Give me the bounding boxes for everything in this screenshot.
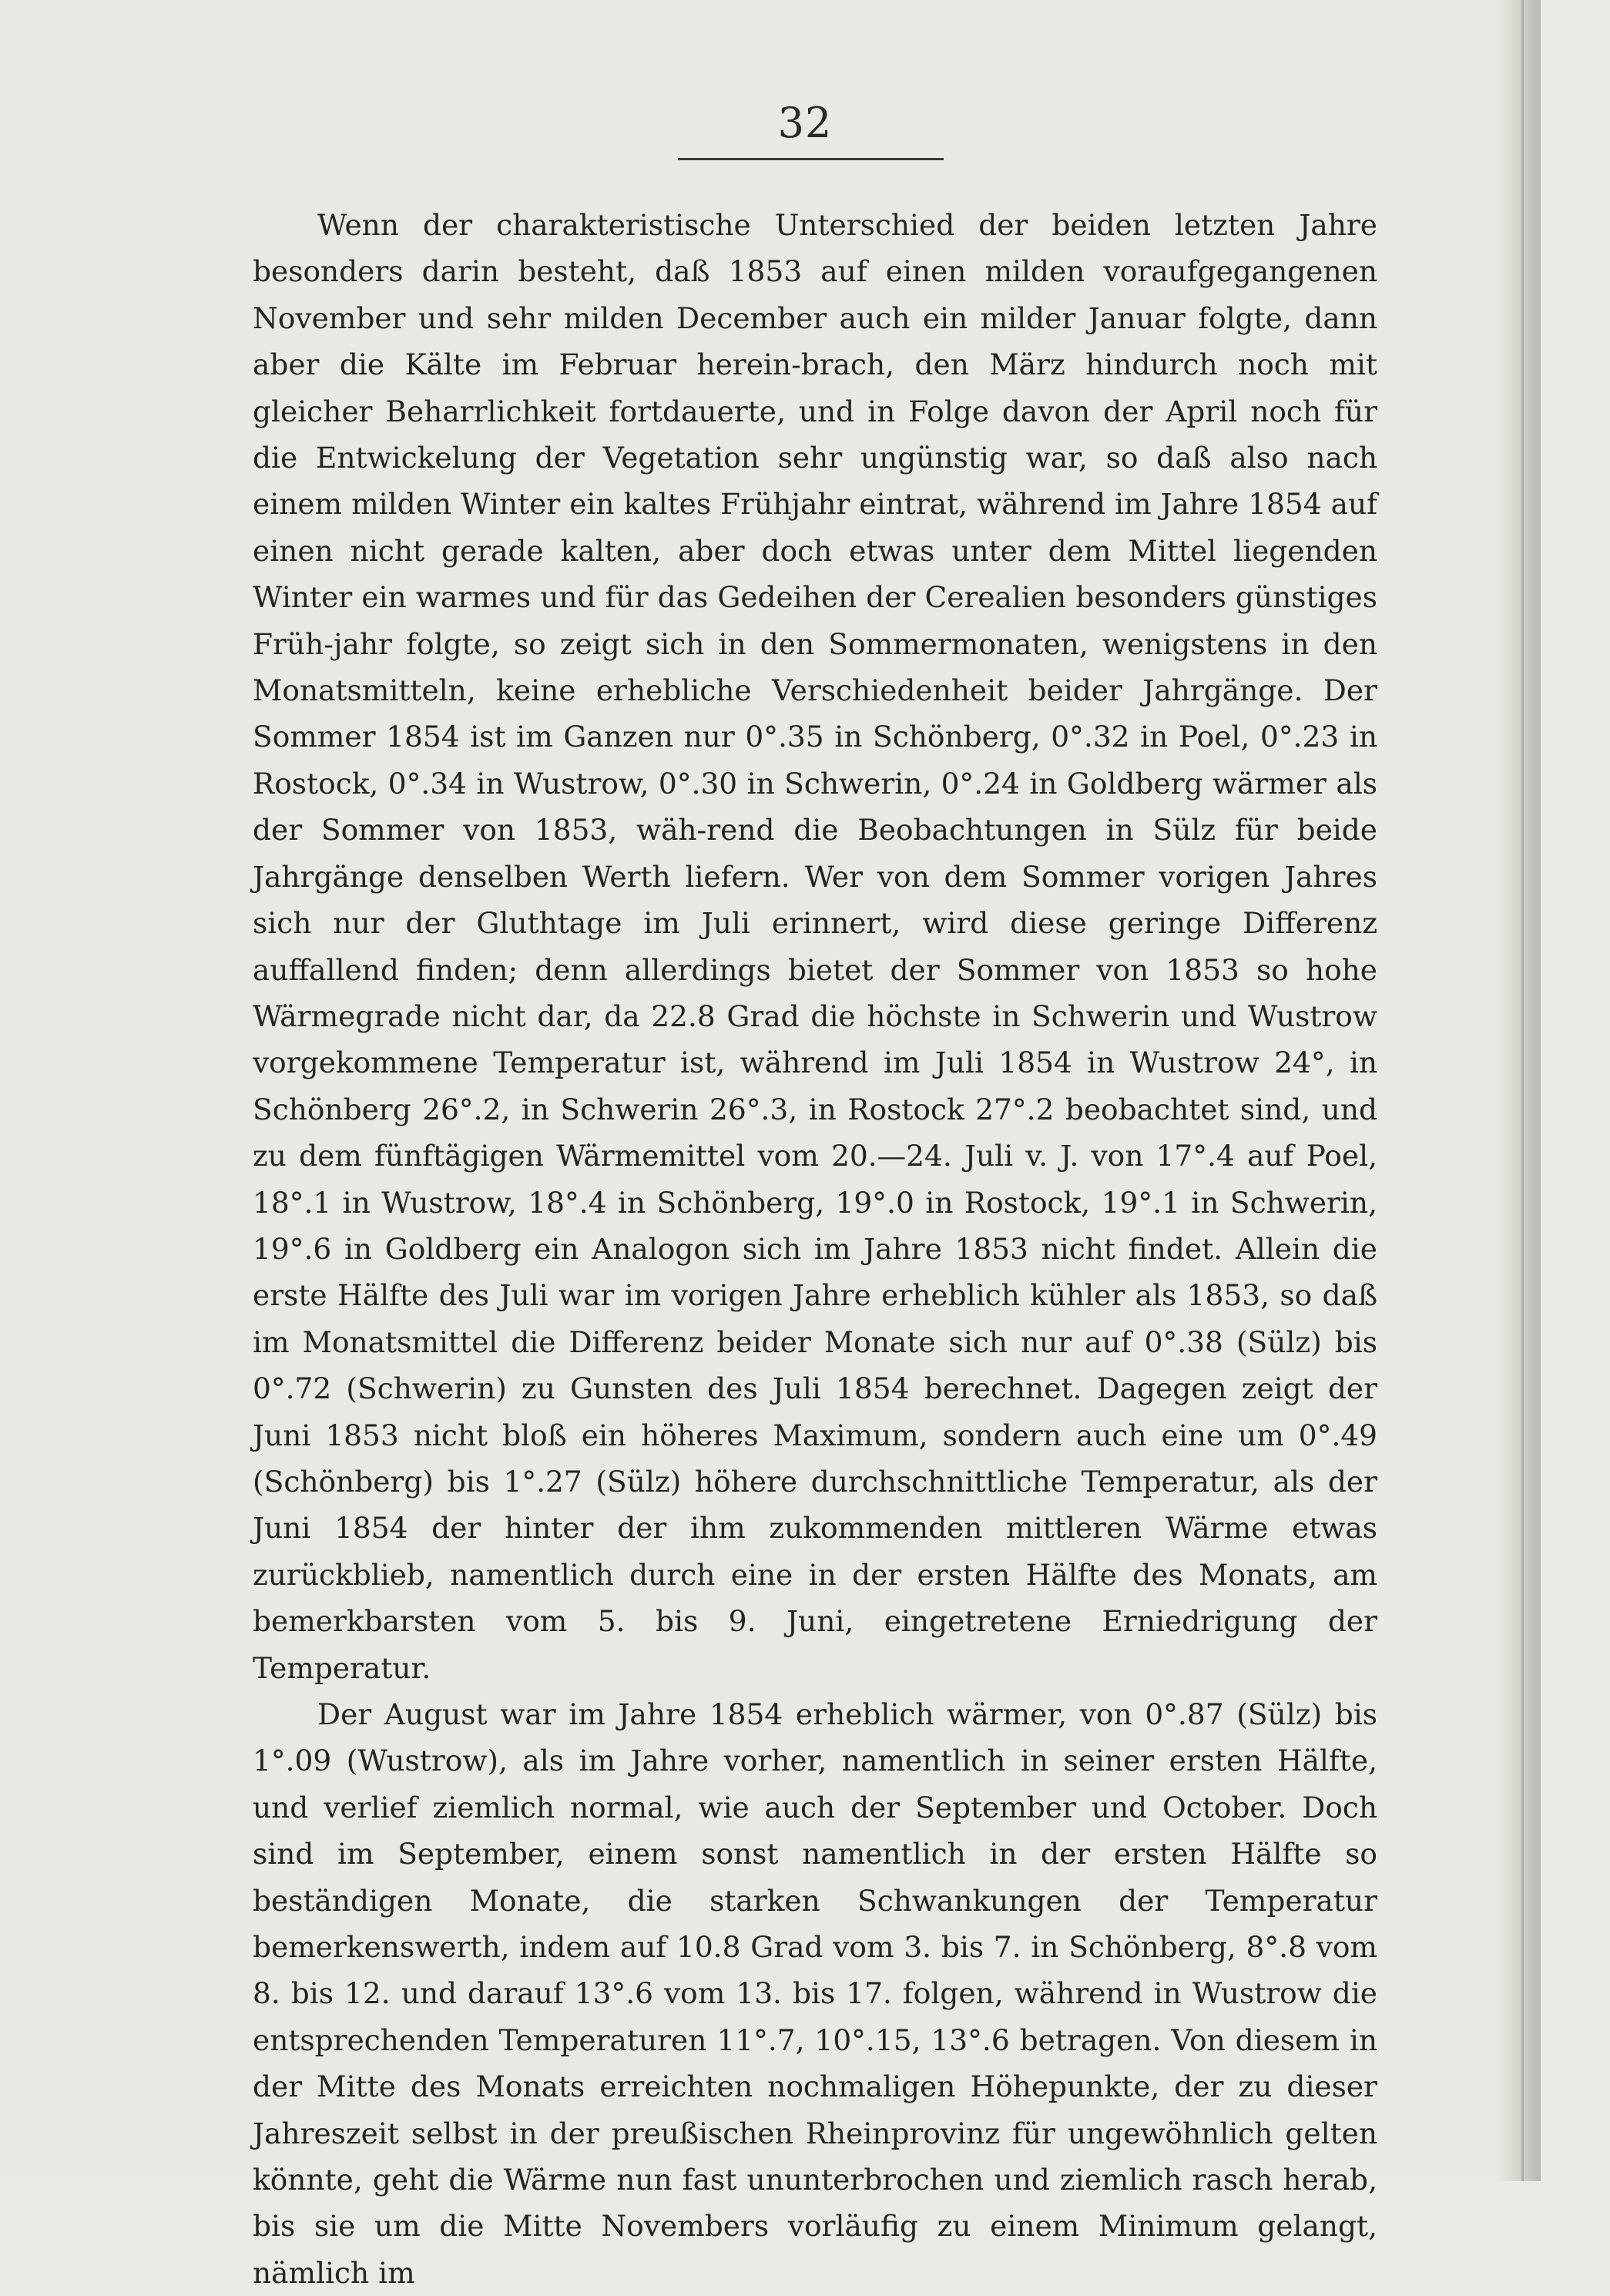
body-text [253,202,1377,2296]
paragraph-1: Wenn der charakteristische Unterschied der beiden letzten Jahre besonders darin besteht, daß 1853 auf einen milden voraufgegangenen November und sehr milden December auch ein milder Januar folgte, dann aber die Kälte im Februar herein-brach, den März hindurch noch mit gleicher Beharrlichkeit fortdauerte, und in Folge davon der April noch für die Entwickelung der Vegetation sehr ungünstig war, so daß also nach einem milden Winter ein kaltes Frühjahr eintrat, während im Jahre 1854 auf einen nicht gerade kalten, aber doch etwas unter dem Mittel liegenden Winter ein warmes und für das Gedeihen der Cerealien besonders günstiges Früh-jahr folgte, so zeigt sich in den Sommermonaten, wenigstens in den Monatsmitteln, keine erhebliche Verschiedenheit beider Jahrgänge. Der Sommer 1854 ist im Ganzen nur 0°.35 in Schönberg, 0°.32 in Poel, 0°.23 in Rostock, 0°.34 in Wustrow, 0°.30 in Schwerin, 0°.24 in Goldberg wärmer als der Sommer von 1853, wäh-rend die Beobachtungen in Sülz für beide Jahrgänge denselben Werth liefern. Wer von dem Sommer vorigen Jahres sich nur der Gluthtage im Juli erinnert, wird diese geringe Differenz auffallend finden; denn allerdings bietet der Sommer von 1853 so hohe Wärmegrade nicht dar, da 22.8 Grad die höchste in Schwerin und Wustrow vorgekommene Temperatur ist, während im Juli 1854 in Wustrow 24°, in Schönberg 26°.2, in Schwerin 26°.3, in Rostock 27°.2 beobachtet sind, und zu dem fünftägigen Wärmemittel vom 20.—24. Juli v. J. von 17°.4 auf Poel, 18°.1 in Wustrow, 18°.4 in Schönberg, 19°.0 in Rostock, 19°.1 in Schwerin, 19°.6 in Goldberg ein Analogon sich im Jahre 1853 nicht findet. Allein die erste Hälfte des Juli war im vorigen Jahre erheblich kühler als 1853, so daß im Monatsmittel die Differenz beider Monate sich nur auf 0°.38 (Sülz) bis 0°.72 (Schwerin) zu Gunsten des Juli 1854 berechnet. Dagegen zeigt der Juni 1853 nicht bloß ein höheres Maximum, sondern auch eine um 0°.49 (Schönberg) bis 1°.27 (Sülz) höhere durchschnittliche Temperatur, als der Juni 1854 der hinter der ihm zukommenden mittleren Wärme etwas zurückblieb, namentlich durch eine in der ersten Hälfte des Monats, am bemerkbarsten vom 5. bis 9. Juni, eingetretene Erniedrigung der Temperatur. [253,208,1377,1685]
page-edge-shadow [1496,0,1541,2181]
page-edge-line [1521,0,1524,2181]
page-number: 32 [777,99,833,147]
header-rule [678,158,944,160]
paragraph-2: Der August war im Jahre 1854 erheblich wärmer, von 0°.87 (Sülz) bis 1°.09 (Wustrow), als im Jahre vorher, namentlich in seiner ersten Hälfte, und verlief ziemlich normal, wie auch der September und October. Doch sind im September, einem sonst namentlich in der ersten Hälfte so beständigen Monate, die starken Schwankungen der Temperatur bemerkenswerth, indem auf 10.8 Grad vom 3. bis 7. in Schönberg, 8°.8 vom 8. bis 12. und darauf 13°.6 vom 13. bis 17. folgen, während in Wustrow die entsprechenden Temperaturen 11°.7, 10°.15, 13°.6 betragen. Von diesem in der Mitte des Monats erreichten nochmaligen Höhepunkte, der zu dieser Jahreszeit selbst in der preußischen Rheinprovinz für ungewöhnlich gelten könnte, geht die Wärme nun fast ununterbrochen und ziemlich rasch herab, bis sie um die Mitte Novembers vorläufig zu einem Minimum gelangt, nämlich im [253,1697,1377,2290]
